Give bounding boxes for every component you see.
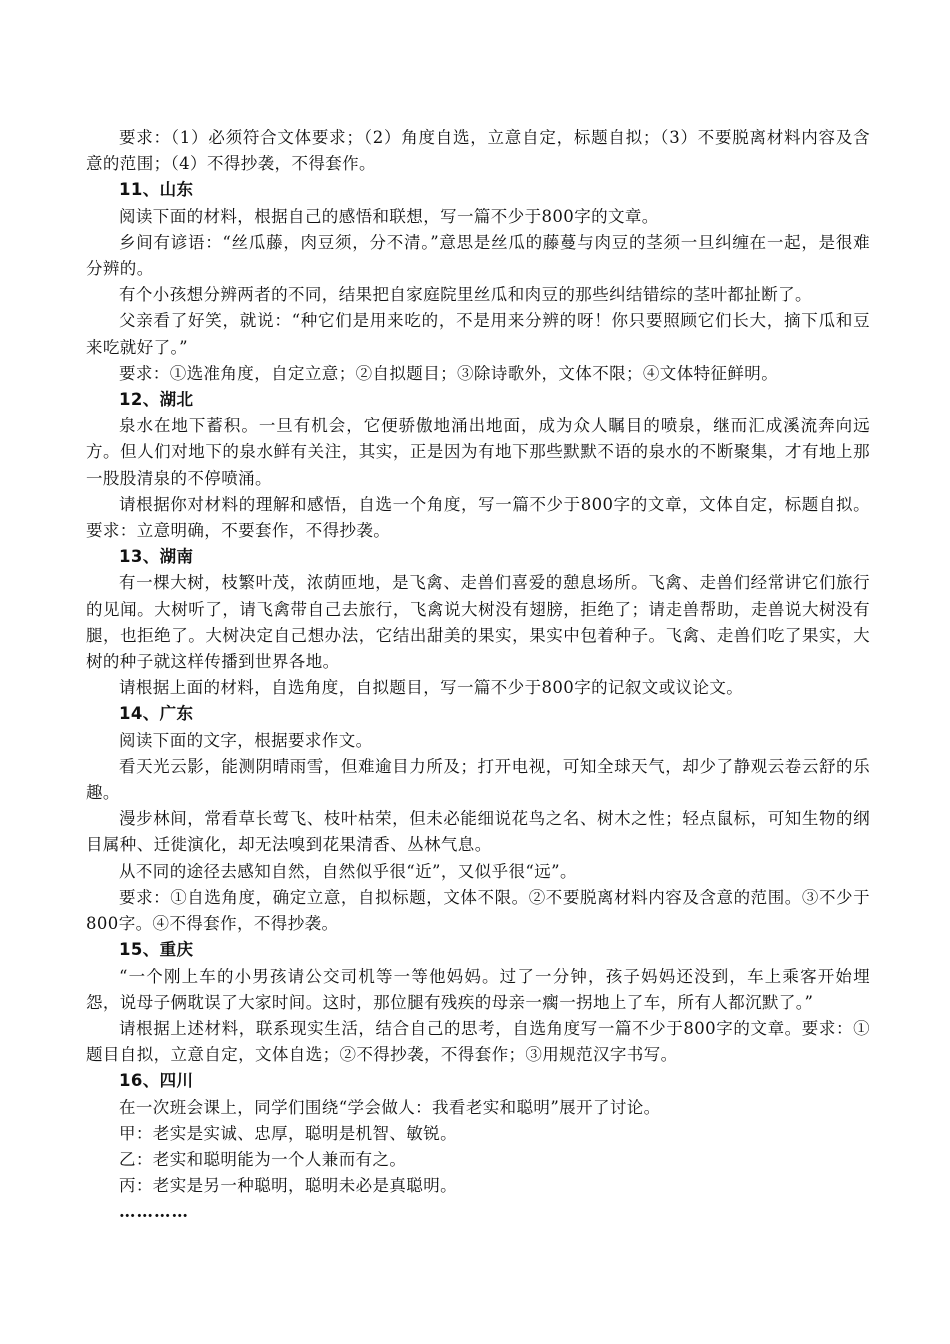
paragraph: 要求：①选准角度，自定立意；②自拟题目；③除诗歌外，文体不限；④文体特征鲜明。 (119, 363, 779, 383)
paragraph: 乙：老实和聪明能为一个人兼而有之。 (119, 1149, 407, 1169)
section-sichuan (86, 1068, 870, 1225)
paragraph: 乡间有谚语：“丝瓜藤，肉豆须，分不清。”意思是丝瓜的藤蔓与肉豆的茎须一旦纠缠在一起，是很难分辨的。 (86, 232, 870, 279)
paragraph: 从不同的途径去感知自然，自然似乎很“近”，又似乎很“远”。 (119, 861, 577, 881)
paragraph: 要求：①自选角度，确定立意，自拟标题，文体不限。②不要脱离材料内容及含意的范围。③不少于800字。④不得套作，不得抄袭。 (86, 887, 870, 934)
paragraph: 有个小孩想分辨两者的不同，结果把自家庭院里丝瓜和肉豆的那些纠结错综的茎叶都扯断了。 (119, 285, 812, 305)
section-guangdong (86, 701, 870, 937)
ellipsis: ………… (119, 1202, 189, 1222)
paragraph: 丙：老实是另一种聪明，聪明未必是真聪明。 (119, 1176, 457, 1196)
paragraph: 在一次班会课上，同学们围绕“学会做人：我看老实和聪明”展开了讨论。 (119, 1097, 661, 1117)
paragraph: 看天光云影，能测阴晴雨雪，但难逾目力所及；打开电视，可知全球天气，却少了静观云卷云舒的乐趣。 (86, 756, 870, 803)
paragraph: 父亲看了好笑，就说：“种它们是用来吃的，不是用来分辨的呀！你只要照顾它们长大，摘下瓜和豆来吃就好了。” (86, 311, 870, 357)
document-body (86, 125, 870, 1226)
section-heading: 15、重庆 (119, 940, 194, 960)
paragraph: 甲：老实是实诚、忠厚，聪明是机智、敏锐。 (119, 1123, 457, 1143)
section-heading: 13、湖南 (119, 547, 194, 567)
paragraph: 请根据上述材料，联系现实生活，结合自己的思考，自选角度写一篇不少于800字的文章。要求：①题目自拟，立意自定，文体自选；②不得抄袭，不得套作；③用规范汉字书写。 (86, 1018, 870, 1065)
paragraph: 阅读下面的文字，根据要求作文。 (119, 730, 373, 750)
paragraph: “一个刚上车的小男孩请公交司机等一等他妈妈。过了一分钟，孩子妈妈还没到，车上乘客开始埋怨，说母子俩耽误了大家时间。这时，那位腿有残疾的母亲一瘸一拐地上了车，所有人都沉默了。” (86, 966, 870, 1012)
section-heading: 11、山东 (119, 180, 194, 200)
section-hunan (86, 544, 870, 701)
paragraph: 请根据上面的材料，自选角度，自拟题目，写一篇不少于800字的记叙文或议论文。 (119, 678, 744, 698)
section-heading: 16、四川 (119, 1071, 194, 1091)
paragraph: 泉水在地下蓄积。一旦有机会，它便骄傲地涌出地面，成为众人瞩目的喷泉，继而汇成溪流奔向远方。但人们对地下的泉水鲜有关注，其实，正是因为有地下那些默默不语的泉水的不断聚集，才有地上那一股股清泉的不停喷涌。 (86, 416, 870, 488)
section-heading: 14、广东 (119, 704, 194, 724)
section-shandong (86, 177, 870, 387)
section-chongqing (86, 937, 870, 1068)
paragraph: 阅读下面的材料，根据自己的感悟和联想，写一篇不少于800字的文章。 (119, 206, 659, 226)
intro-requirement: 要求：（1）必须符合文体要求；（2）角度自选，立意自定，标题自拟；（3）不要脱离材料内容及含意的范围；（4）不得抄袭，不得套作。 (86, 128, 870, 174)
section-heading: 12、湖北 (119, 390, 194, 410)
paragraph: 请根据你对材料的理解和感悟，自选一个角度，写一篇不少于800字的文章，文体自定，标题自拟。要求：立意明确，不要套作，不得抄袭。 (86, 494, 870, 541)
paragraph: 漫步林间，常看草长莺飞、枝叶枯荣，但未必能细说花鸟之名、树木之性；轻点鼠标，可知生物的纲目属种、迁徙演化，却无法嗅到花果清香、丛林气息。 (86, 809, 870, 855)
section-hubei (86, 387, 870, 544)
paragraph: 有一棵大树，枝繁叶茂，浓荫匝地，是飞禽、走兽们喜爱的憩息场所。飞禽、走兽们经常讲它们旅行的见闻。大树听了，请飞禽带自己去旅行，飞禽说大树没有翅膀，拒绝了；请走兽帮助，走兽说大树没有腿，也拒绝了。大树决定自己想办法，它结出甜美的果实，果实中包着种子。飞禽、走兽们吃了果实，大树的种子就这样传播到世界各地。 (86, 573, 870, 672)
